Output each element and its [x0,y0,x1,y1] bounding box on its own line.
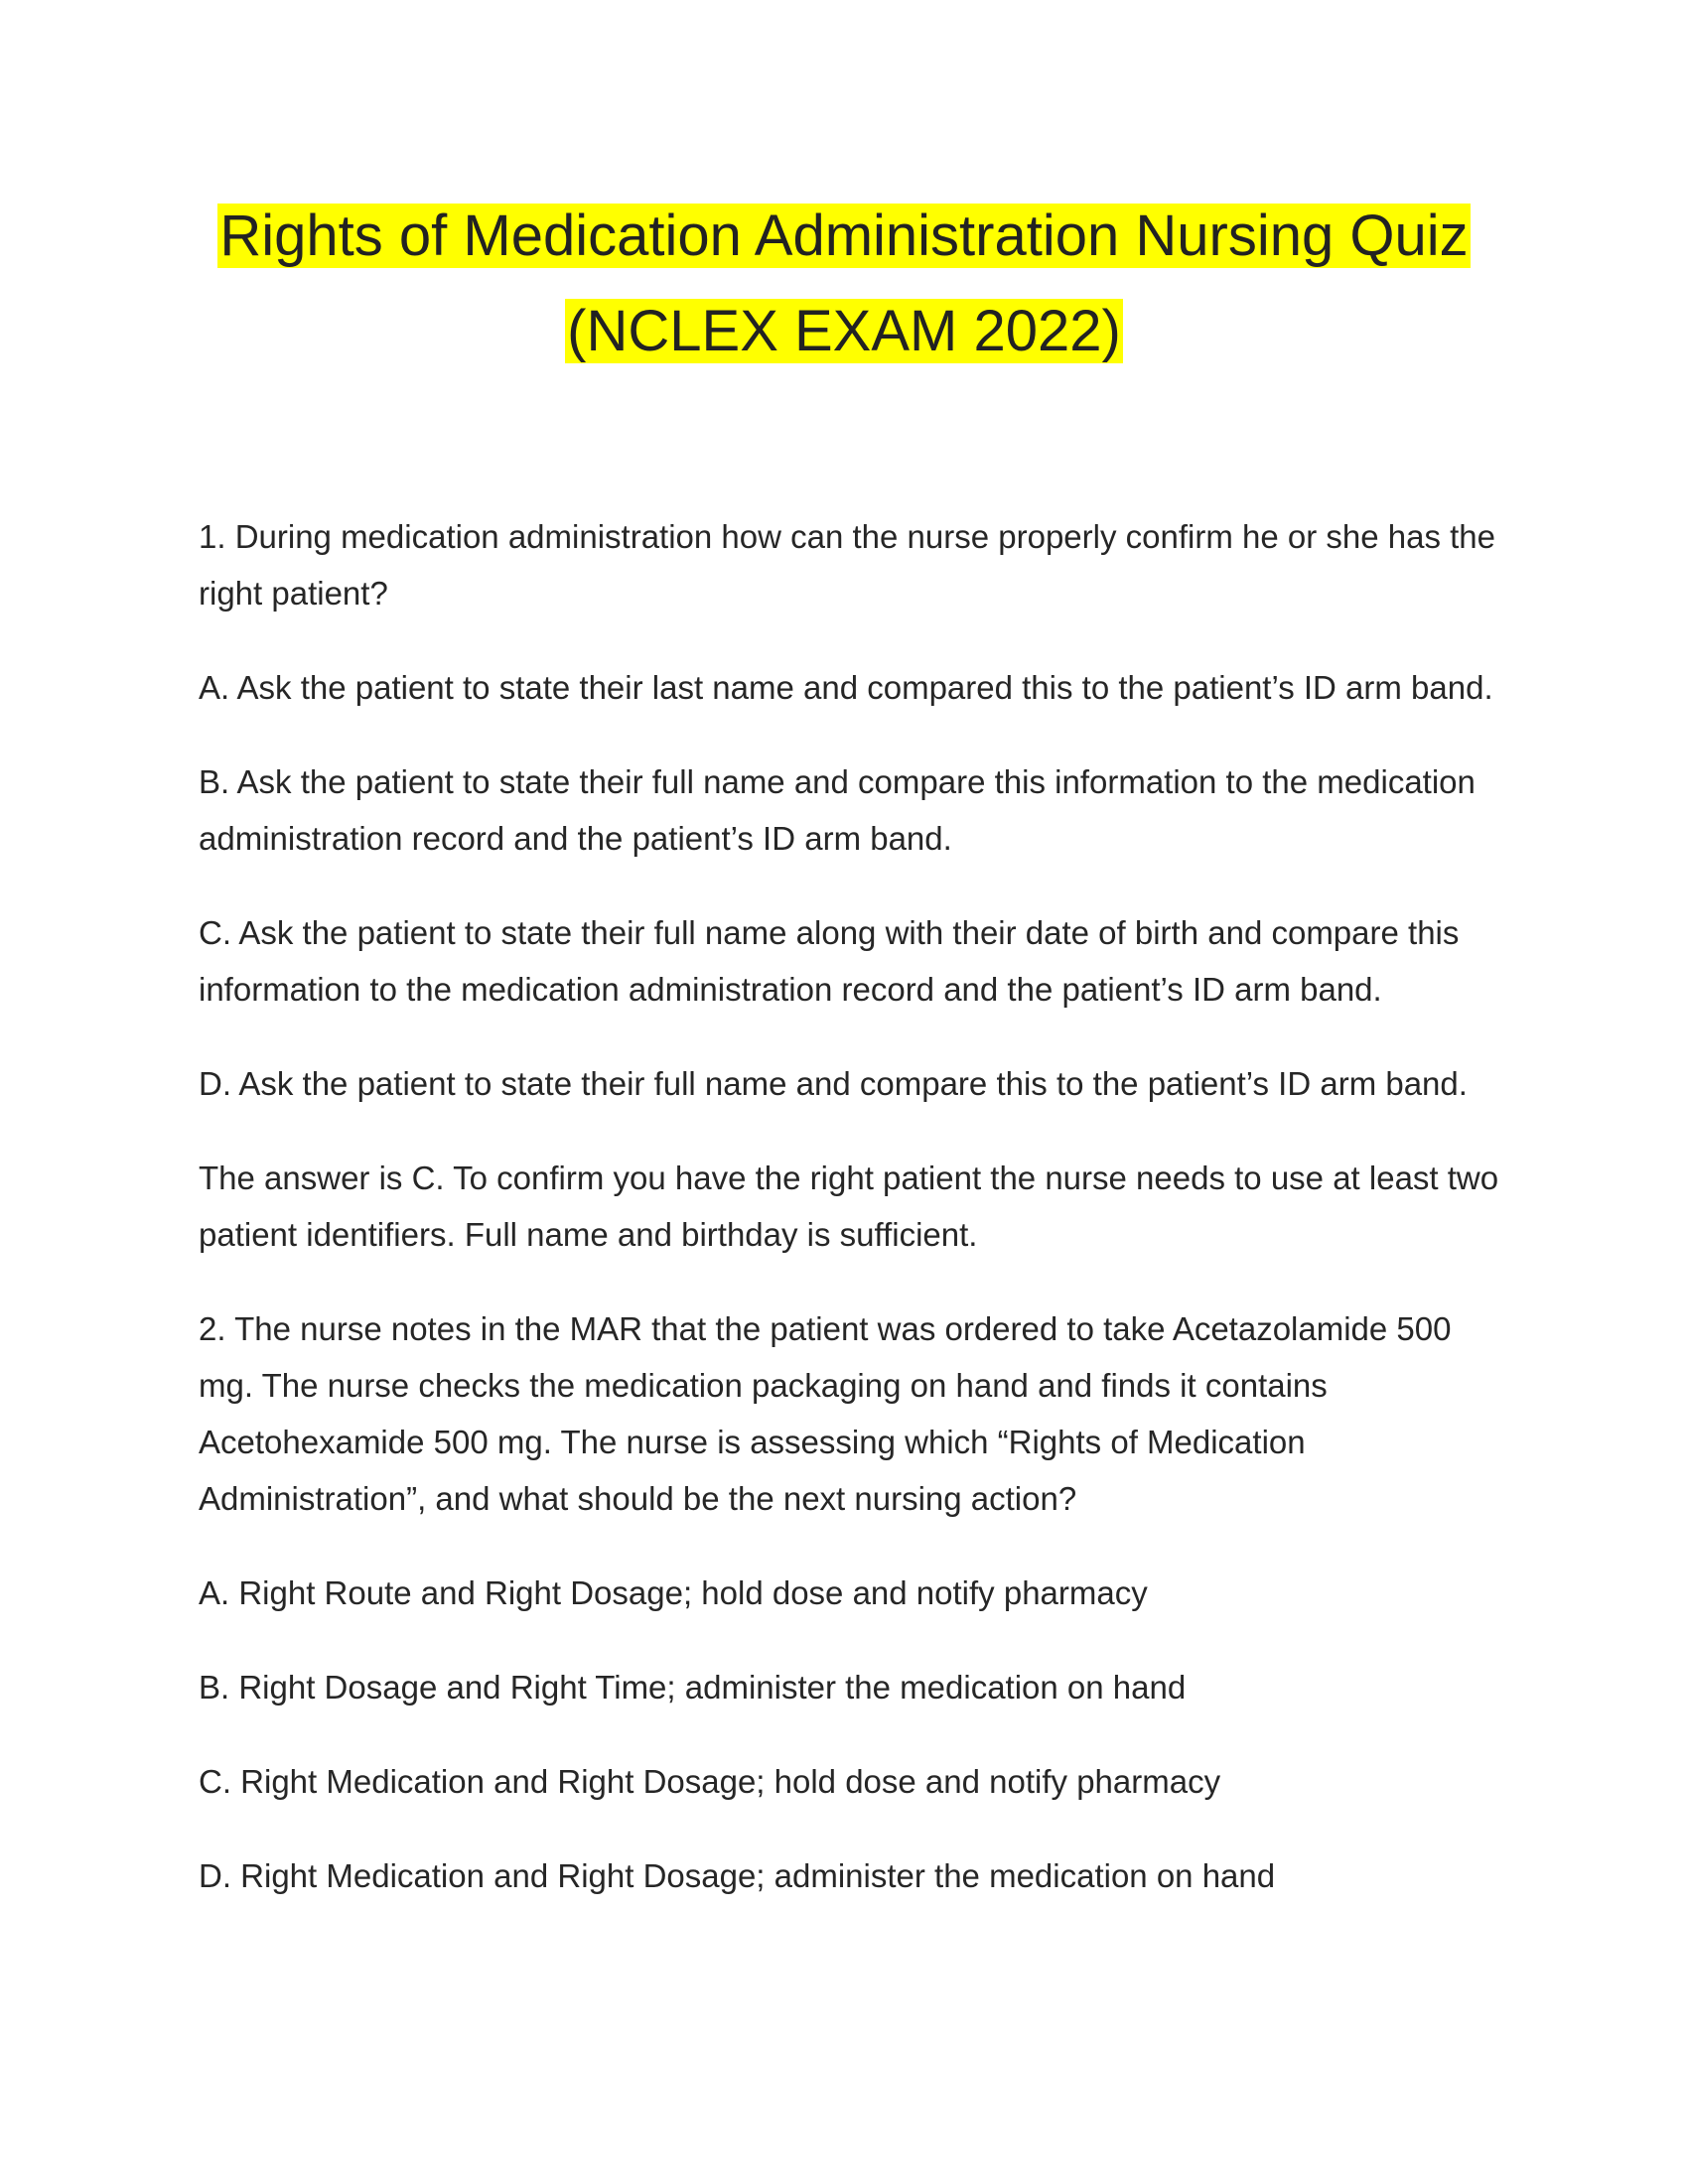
quiz-body [199,508,1499,1942]
q1-option-a: A. Ask the patient to state their last name and compared this to the patient’s ID arm band. [199,669,1493,706]
q1-option-d: D. Ask the patient to state their full name and compare this to the patient’s ID arm band. [199,1065,1468,1102]
question-2: 2. The nurse notes in the MAR that the patient was ordered to take Acetazolamide 500 mg. The nurse checks the medication packaging on hand and finds it contains Acetohexamide 500 mg. The nurse is assessing which “Rights of Medication Administration”, and what should be the next nursing action? [199,1310,1452,1517]
q2-option-d: D. Right Medication and Right Dosage; administer the medication on hand [199,1857,1276,1894]
title-highlight-2: (NCLEX EXAM 2022) [567,299,1121,363]
title-highlight-1: Rights of Medication Administration Nursing Quiz [219,204,1469,268]
q1-option-b: B. Ask the patient to state their full name and compare this information to the medication administration record and the patient’s ID arm band. [199,763,1476,857]
q1-answer: The answer is C. To confirm you have the right patient the nurse needs to use at least two patient identifiers. Full name and birthday is sufficient. [199,1160,1499,1253]
q2-option-b: B. Right Dosage and Right Time; administer the medication on hand [199,1669,1187,1706]
q2-option-c: C. Right Medication and Right Dosage; hold dose and notify pharmacy [199,1763,1221,1800]
question-1: 1. During medication administration how can the nurse properly confirm he or she has the right patient? [199,518,1496,612]
q2-option-a: A. Right Route and Right Dosage; hold dose and notify pharmacy [199,1574,1148,1611]
document-title [149,189,1539,379]
title-line-2 [149,284,1539,379]
title-line-1 [149,189,1539,284]
q1-option-c: C. Ask the patient to state their full name along with their date of birth and compare this information to the medication administration record and the patient’s ID arm band. [199,914,1460,1008]
